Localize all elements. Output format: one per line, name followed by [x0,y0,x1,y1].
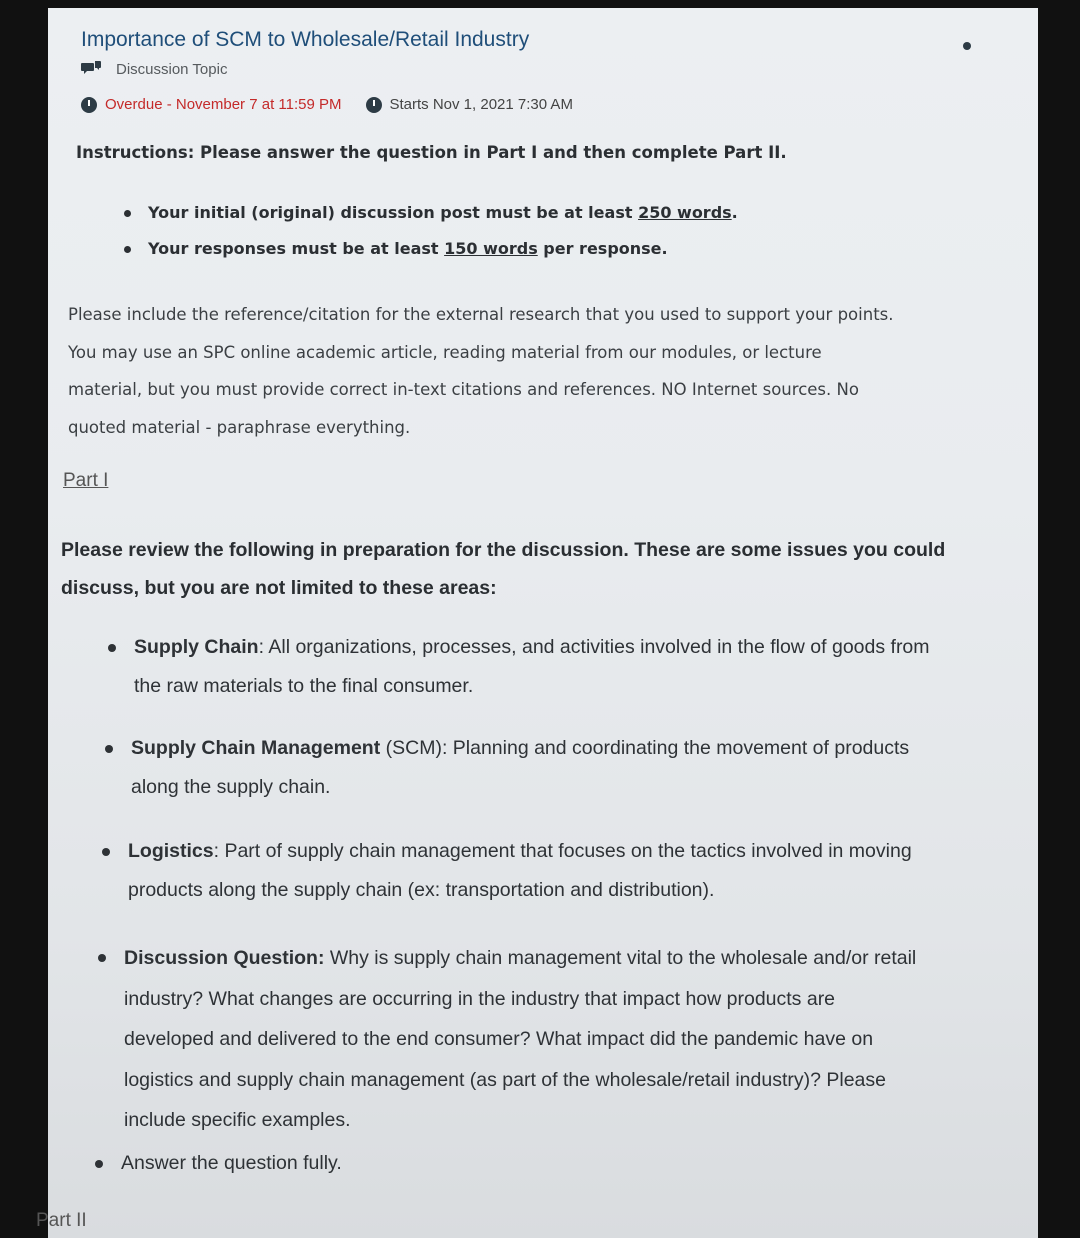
discussion-page [36,8,1038,1238]
requirements-list [124,201,738,273]
start-date: Starts Nov 1, 2021 7:30 AM [389,96,573,113]
list-item: Supply Chain: All organizations, processes, and activities involved in the flow of goods from the raw materials to the final consumer. [108,628,1028,706]
overdue-status: Overdue - November 7 at 11:59 PM [105,96,342,113]
word-count-link[interactable]: 250 words [638,203,732,222]
topic-type-label: Discussion Topic [116,60,228,78]
list-item: Logistics: Part of supply chain management that focuses on the tactics involved in moving products along the supply chain (ex: transportation and distribution). [102,832,1022,910]
word-count-link[interactable]: 150 words [444,239,538,258]
page-title: Importance of SCM to Wholesale/Retail Industry [81,28,530,51]
status-row [81,96,573,113]
discussion-question: Discussion Question: Why is supply chain management vital to the wholesale and/or retail industry? What changes are occurring in the industry that impact how products are developed and delivered to the end consumer? What impact did the pandemic have on logistics and supply chain management (as part of the wholesale/retail industry)? Please include specific examples. [98,938,1018,1141]
part-two-link[interactable]: Part II [36,1210,87,1231]
list-item: Answer the question fully. [95,1144,1015,1183]
more-options-icon[interactable] [963,42,971,50]
list-item: Your initial (original) discussion post must be at least 250 words. [124,201,738,237]
clock-icon [366,97,382,113]
reference-paragraph: Please include the reference/citation for the external research that you used to support your points. You may use an SPC online academic article, reading material from our modules, or lecture material, but you must provide correct in-text citations and references. NO Internet sources. No quoted material - paraphrase everything. [68,305,894,437]
list-item: Your responses must be at least 150 words per response. [124,237,738,273]
clock-icon [81,97,97,113]
instructions-heading: Instructions: Please answer the question in Part I and then complete Part II. [76,143,787,162]
topic-type-row [80,60,227,78]
discussion-icon [80,60,102,78]
part-one-link[interactable]: Part I [63,470,109,491]
list-item: Supply Chain Management (SCM): Planning and coordinating the movement of products along the supply chain. [105,729,1025,807]
review-intro: Please review the following in preparation for the discussion. These are some issues you could discuss, but you are not limited to these areas: [61,539,946,599]
